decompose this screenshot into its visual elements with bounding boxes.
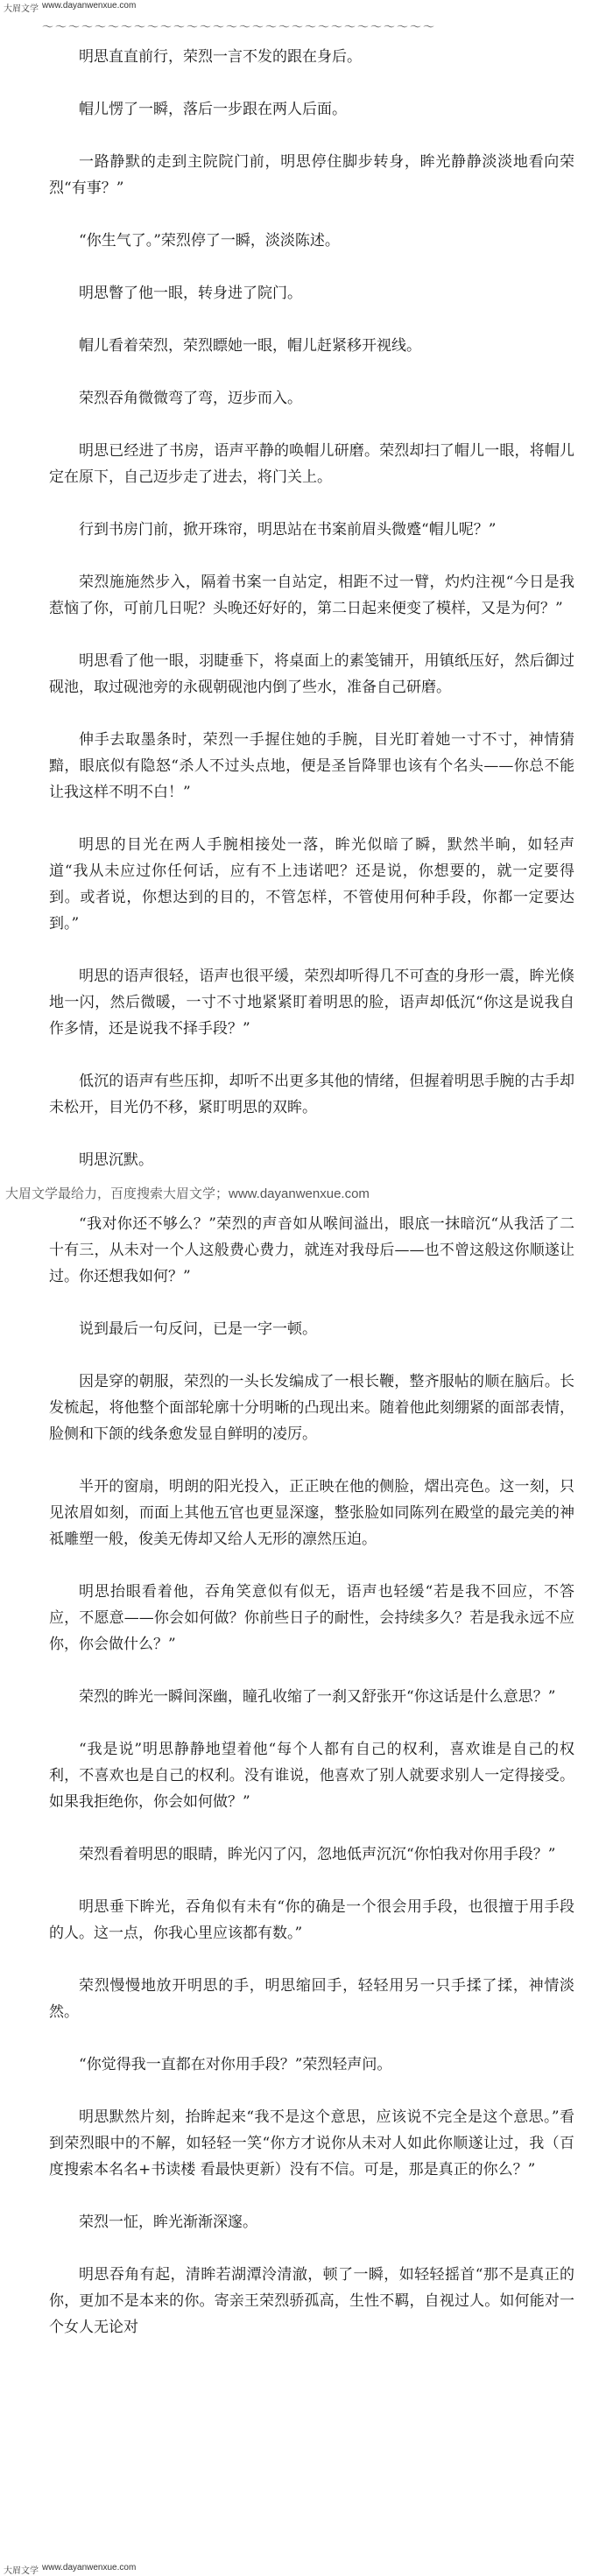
paragraph: 明思直直前行，荣烈一言不发的跟在身后。	[79, 48, 362, 66]
footer-site-name: 大眉文学	[4, 2566, 39, 2576]
paragraph: 明思默然片刻，抬眸起来“我不是这个意思，应该说不完全是这个意思。”看到荣烈眼中的不解，如轻轻一笑“你方才说你从未对人如此你顺遂让过，我（百度搜索本名名+书读楼 看最快更新）没有不信。可是，那是真正的你么？”	[49, 2108, 574, 2178]
paragraph: 明思吞角有起，清眸若湖潭泠清澈，顿了一瞬，如轻轻摇首“那不是真正的你，更加不是本来的你。寄亲王荣烈骄孤高，生性不羁，自视过人。如何能对一个女人无论对	[49, 2266, 574, 2336]
paragraph: “你觉得我一直都在对你用手段？”荣烈轻声问。	[79, 2056, 392, 2073]
paragraph: 荣烈吞角微微弯了弯，迈步而入。	[79, 390, 302, 407]
paragraph: “我对你还不够么？”荣烈的声音如从喉间溢出，眼底一抹暗沉“从我活了二十有三，从未对一个人这般费心费力，就连对我母后——也不曾这般这你顺遂让过。你还想我如何？”	[49, 1215, 574, 1285]
paragraph: 行到书房门前，掀开珠帘，明思站在书案前眉头微蹙“帽儿呢？”	[79, 521, 497, 538]
paragraph: 荣烈一怔，眸光渐渐深邃。	[79, 2214, 257, 2231]
paragraph: 明思的语声很轻，语声也很平缓，荣烈却听得几不可查的身形一震，眸光倏地一闪，然后微暖，一寸不寸地紧紧盯着明思的脸，语声却低沉“你这是说我自作多情，还是说我不择手段？”	[49, 968, 574, 1038]
paragraph: 帽儿看着荣烈，荣烈瞟她一眼，帽儿赶紧移开视线。	[79, 337, 421, 355]
paragraph: 说到最后一句反问，已是一字一顿。	[79, 1320, 317, 1338]
paragraph: 明思已经进了书房，语声平静的唤帽儿研磨。荣烈却扫了帽儿一眼，将帽儿定在原下，自己迈步走了进去，将门关上。	[49, 442, 574, 486]
paragraph: 荣烈的眸光一瞬间深幽，瞳孔收缩了一刹又舒张开“你这话是什么意思？”	[79, 1688, 556, 1706]
paragraph: 明思瞥了他一眼，转身进了院门。	[79, 285, 302, 302]
site-ad-line: 大眉文学最给力，百度搜索大眉文学；www.dayanwenxue.com	[5, 1186, 370, 1201]
paragraph: 低沉的语声有些压抑，却听不出更多其他的情绪，但握着明思手腕的古手却未松开，目光仍不移，紧盯明思的双眸。	[49, 1073, 574, 1116]
chapter-body	[5, 44, 574, 2367]
footer-site-domain: www.dayanwenxue.com	[42, 2563, 137, 2572]
paragraph: 半开的窗扇，明朗的阳光投入，正正映在他的侧脸，熠出亮色。这一刻，只见浓眉如刻，而面上其他五官也更显深邃，整张脸如同陈列在殿堂的最完美的神祗雕塑一般，俊美无俦却又给人无形的凛然压迫。	[49, 1478, 574, 1548]
site-name: 大眉文学	[4, 4, 39, 14]
paragraph: 荣烈施施然步入，隔着书案一自站定，相距不过一臂，灼灼注视“今日是我惹恼了你，可前几日呢？头晚还好好的，第二日起来便变了模样，又是为何？”	[49, 574, 574, 617]
paragraph: 荣烈看着明思的眼睛，眸光闪了闪，忽地低声沉沉“你怕我对你用手段？”	[79, 1846, 556, 1863]
paragraph: 荣烈慢慢地放开明思的手，明思缩回手，轻轻用另一只手揉了揉，神情淡然。	[49, 1977, 574, 2021]
paragraph: 明思看了他一眼，羽睫垂下，将桌面上的素笺铺开，用镇纸压好，然后御过砚池，取过砚池旁的永砚朝砚池内倒了些水，准备自己研磨。	[49, 652, 574, 696]
paragraph: “你生气了。”荣烈停了一瞬，淡淡陈述。	[79, 232, 340, 250]
paragraph: 明思的目光在两人手腕相接处一落，眸光似暗了瞬，默然半晌，如轻声道“我从未应过你任何话，应有不上违诺吧？还是说，你想要的，就一定要得到。或者说，你想达到的目的，不管怎样，不管使用何种手段，你都一定要达到。”	[49, 836, 574, 933]
paragraph: 帽儿愣了一瞬，落后一步跟在两人后面。	[79, 101, 347, 118]
bottom-site-bar	[0, 2562, 613, 2574]
paragraph: 明思沉默。	[79, 1151, 153, 1169]
paragraph: 明思垂下眸光，吞角似有未有“你的确是一个很会用手段，也很擅于用手段的人。这一点，你我心里应该都有数。”	[49, 1898, 574, 1942]
decorative-wave-line: ～～～～～～～～～～～～～～～～～～～～～～～～～～～～～～	[42, 21, 437, 34]
paragraph: “我是说”明思静静地望着他“每个人都有自己的权利，喜欢谁是自己的权利，不喜欢也是自己的权利。没有谁说，他喜欢了别人就要求别人一定得接受。如果我拒绝你，你会如何做？”	[49, 1741, 574, 1811]
top-site-bar	[0, 0, 613, 12]
site-domain: www.dayanwenxue.com	[42, 1, 137, 11]
paragraph: 一路静默的走到主院院门前，明思停住脚步转身，眸光静静淡淡地看向荣烈“有事？”	[49, 153, 574, 197]
paragraph: 因是穿的朝服，荣烈的一头长发编成了一根长鞭，整齐服帖的顺在脑后。长发梳起，将他整个面部轮廓十分明晰的凸现出来。随着他此刻绷紧的面部表情，脸侧和下颌的线条愈发显自鲜明的凌厉。	[49, 1373, 574, 1443]
paragraph: 明思抬眼看着他，吞角笑意似有似无，语声也轻缓“若是我不回应，不答应，不愿意——你会如何做？你前些日子的耐性，会持续多久？若是我永远不应你，你会做什么？”	[49, 1583, 574, 1653]
paragraph: 伸手去取墨条时，荣烈一手握住她的手腕，目光盯着她一寸不寸，神情猜黯，眼底似有隐怒“杀人不过头点地，便是圣旨降罪也该有个名头——你总不能让我这样不明不白！”	[49, 731, 574, 801]
